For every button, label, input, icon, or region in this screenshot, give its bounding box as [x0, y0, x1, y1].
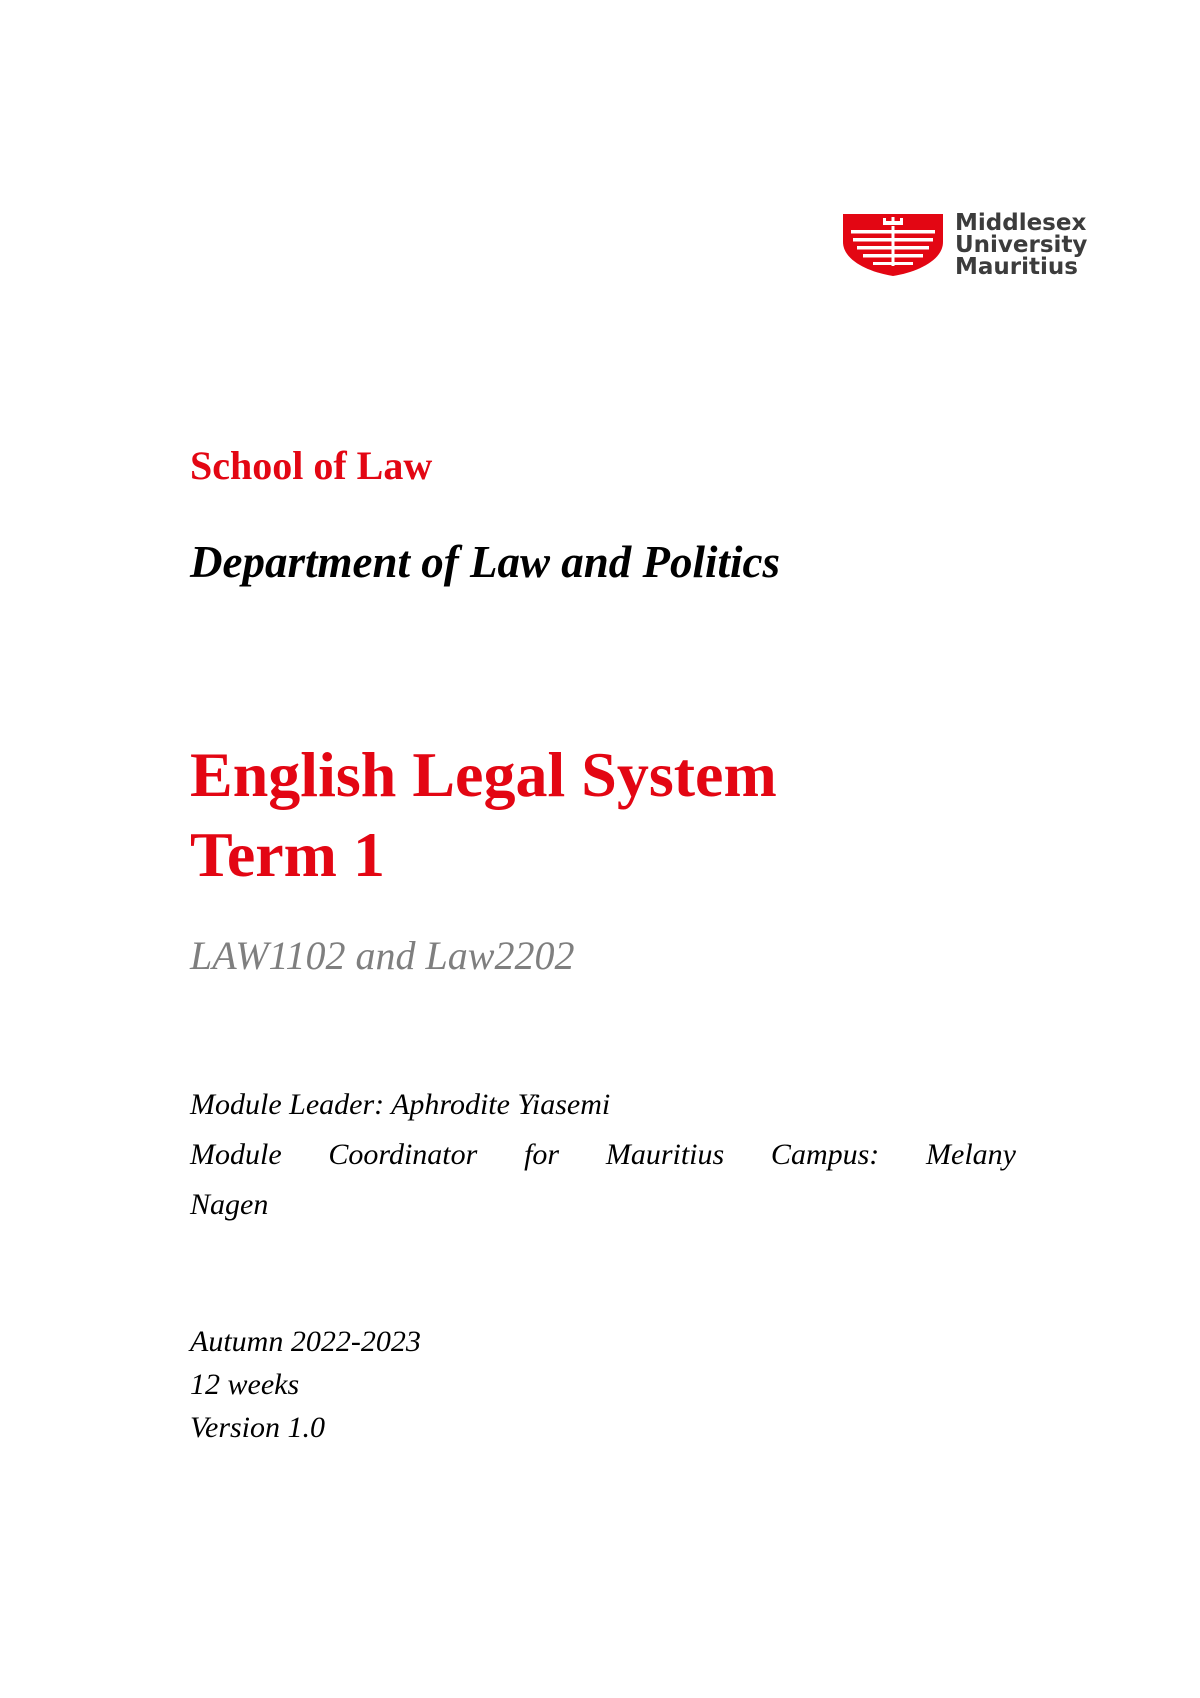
title-line-1: English Legal System: [190, 739, 777, 810]
duration-label: 12 weeks: [190, 1368, 300, 1401]
term-label: Autumn 2022-2023: [190, 1325, 421, 1358]
document-title: [190, 735, 777, 895]
logo-line-2: University: [955, 232, 1088, 258]
module-leader: Module Leader: Aphrodite Yiasemi: [190, 1088, 611, 1121]
school-heading: School of Law: [190, 443, 433, 488]
module-coordinator: Module Coordinator for Mauritius Campus: Melany: [190, 1138, 1016, 1171]
version-label: Version 1.0: [190, 1411, 325, 1444]
logo-line-3: Mauritius: [955, 254, 1078, 280]
department-heading: Department of Law and Politics: [190, 537, 780, 587]
logo-wordmark: [955, 212, 1087, 278]
module-coordinator-continued: Nagen: [190, 1188, 269, 1221]
staff-block: [190, 1080, 1016, 1230]
title-line-2: Term 1: [190, 819, 385, 890]
university-logo: [843, 210, 1135, 280]
logo-line-1: Middlesex: [955, 210, 1087, 236]
university-crest-icon: [843, 214, 943, 276]
module-codes: LAW1102 and Law2202: [190, 933, 575, 978]
document-meta: [190, 1320, 421, 1449]
